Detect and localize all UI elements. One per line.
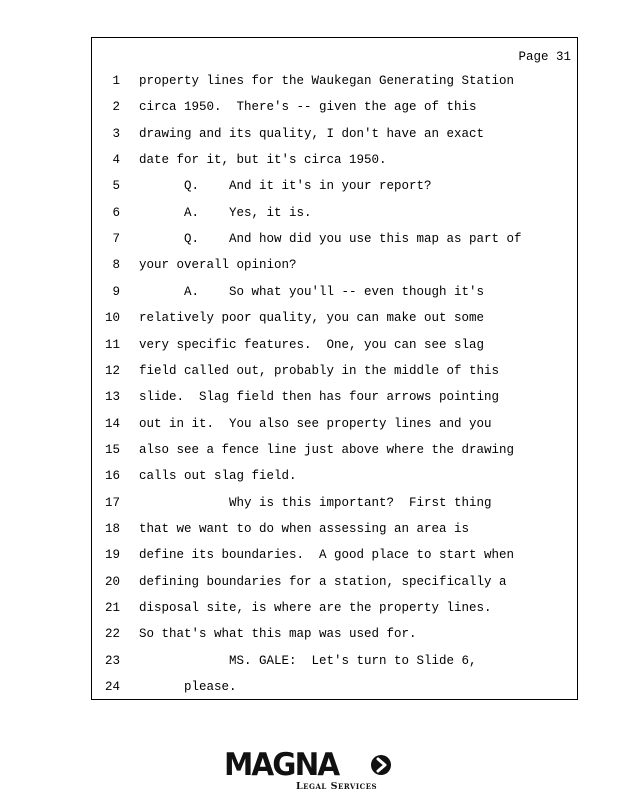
transcript-page (91, 37, 578, 700)
transcript-line (92, 100, 572, 118)
line-text: drawing and its quality, I don't have an exact (139, 126, 485, 141)
line-number: 1 (112, 74, 120, 88)
transcript-line (92, 496, 572, 514)
line-text: also see a fence line just above where the drawing (139, 442, 515, 457)
line-text: defining boundaries for a station, specifically a (139, 574, 507, 589)
line-number: 12 (104, 363, 120, 378)
transcript-line (92, 575, 572, 593)
line-number: 19 (104, 548, 120, 563)
line-number: 3 (112, 126, 120, 141)
line-text: relatively poor quality, you can make out some (139, 311, 485, 326)
line-number: 2 (112, 100, 120, 115)
line-number: 22 (104, 627, 120, 642)
line-text: property lines for the Waukegan Generating Station (139, 74, 515, 88)
logo-wordmark: MAGNA (224, 747, 339, 783)
line-text: A. So what you'll -- even though it's (139, 284, 485, 299)
line-text: circa 1950. There's -- given the age of this (139, 100, 477, 115)
line-number: 6 (112, 205, 120, 220)
transcript-line (92, 417, 572, 435)
transcript-line (92, 232, 572, 250)
line-text: that we want to do when assessing an area is (139, 521, 470, 536)
line-number: 18 (104, 521, 120, 536)
line-text: field called out, probably in the middle of this (139, 363, 500, 378)
line-text: define its boundaries. A good place to start when (139, 548, 515, 563)
transcript-line (92, 654, 572, 672)
transcript-line (92, 548, 572, 566)
transcript-line (92, 74, 572, 92)
transcript-line (92, 627, 572, 645)
transcript-line (92, 338, 572, 356)
transcript-line (92, 390, 572, 408)
magna-logo (224, 748, 404, 794)
transcript-line (92, 364, 572, 382)
line-number: 8 (112, 258, 120, 273)
transcript-line (92, 443, 572, 461)
line-text: calls out slag field. (139, 469, 297, 484)
page-number: Page 31 (518, 50, 571, 64)
line-text: MS. GALE: Let's turn to Slide 6, (139, 653, 477, 668)
transcript-line (92, 522, 572, 540)
line-number: 13 (104, 390, 120, 405)
line-number: 23 (104, 653, 120, 668)
arrow-circle-icon (370, 754, 392, 776)
line-number: 21 (104, 601, 120, 615)
transcript-line (92, 127, 572, 145)
line-number: 7 (112, 232, 120, 247)
line-text: please. (139, 680, 237, 695)
line-number: 9 (112, 284, 120, 299)
line-text: slide. Slag field then has four arrows pointing (139, 390, 500, 405)
line-text: Why is this important? First thing (139, 495, 492, 510)
line-text: out in it. You also see property lines and you (139, 416, 492, 431)
line-text: disposal site, is where are the property lines. (139, 601, 492, 615)
line-text: A. Yes, it is. (139, 205, 312, 220)
line-number: 11 (104, 337, 120, 352)
transcript-line (92, 601, 572, 619)
line-number: 24 (104, 680, 120, 695)
line-number: 17 (104, 495, 120, 510)
line-text: very specific features. One, you can see slag (139, 337, 485, 352)
logo-subtitle: Legal Services (296, 781, 378, 792)
transcript-line (92, 285, 572, 303)
transcript-line (92, 311, 572, 329)
line-number: 15 (104, 442, 120, 457)
transcript-line (92, 680, 572, 698)
transcript-line (92, 469, 572, 487)
transcript-line (92, 179, 572, 197)
line-text: So that's what this map was used for. (139, 627, 417, 642)
line-number: 5 (112, 179, 120, 194)
line-number: 4 (112, 153, 120, 168)
line-text: date for it, but it's circa 1950. (139, 153, 387, 168)
line-text: Q. And how did you use this map as part of (139, 232, 522, 247)
line-number: 16 (104, 469, 120, 484)
transcript-line (92, 153, 572, 171)
line-text: your overall opinion? (139, 258, 297, 273)
line-text: Q. And it it's in your report? (139, 179, 432, 194)
transcript-line (92, 206, 572, 224)
line-number: 10 (104, 311, 120, 326)
transcript-line (92, 258, 572, 276)
line-number: 14 (104, 416, 120, 431)
line-number: 20 (104, 574, 120, 589)
